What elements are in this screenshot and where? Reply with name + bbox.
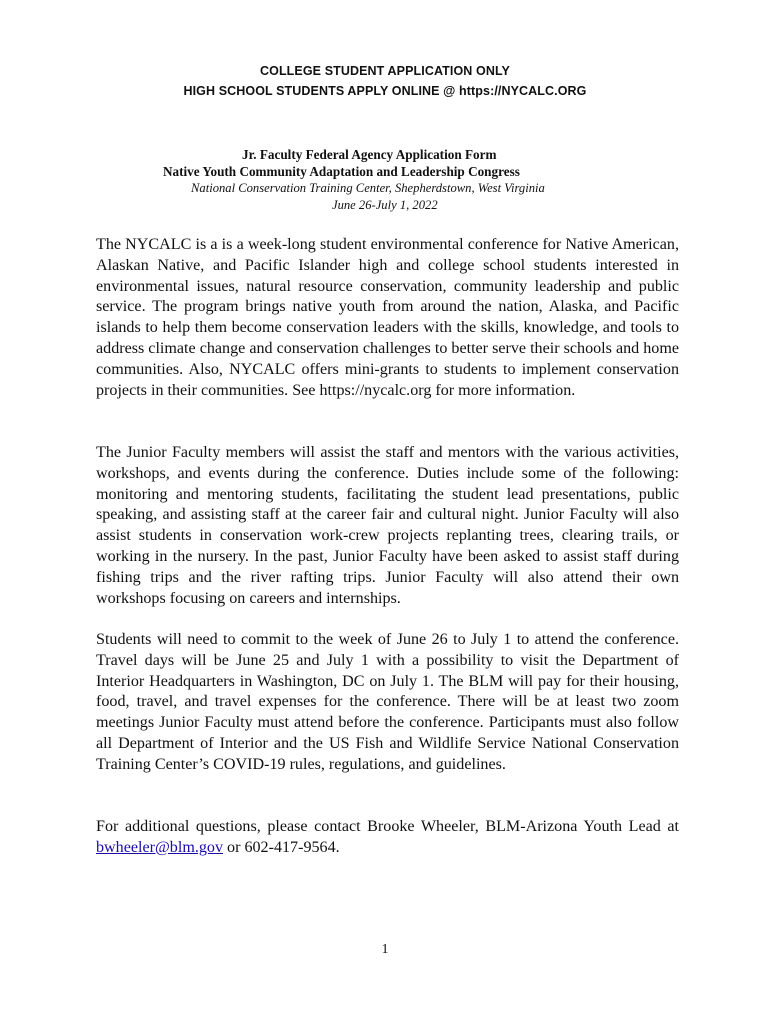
application-banner <box>0 61 770 101</box>
banner-high-school-apply-online: HIGH SCHOOL STUDENTS APPLY ONLINE @ https://NYCALC.ORG <box>183 84 587 98</box>
paragraph-junior-faculty-duties: The Junior Faculty members will assist the staff and mentors with the various activities, workshops, and events during the conference. Duties include some of the following: monitoring and mentoring students, facilitating the student lead presentations, public speaking, and assisting staff at the career fair and cultural night. Junior Faculty will also assist students in conservation work-crew projects replanting trees, clearing trails, or working in the nursery. In the past, Junior Faculty have been asked to assist staff during fishing trips and the river rafting trips. Junior Faculty will also attend their own workshops focusing on careers and internships. <box>96 444 679 607</box>
form-subtitle: Native Youth Community Adaptation and Leadership Congress <box>163 164 520 179</box>
form-title: Jr. Faculty Federal Agency Application Form <box>242 147 497 162</box>
contact-email-link[interactable]: bwheeler@blm.gov <box>96 838 223 856</box>
page-number: 1 <box>381 942 389 957</box>
paragraph-contact-info <box>96 817 679 859</box>
contact-phone-text: or 602-417-9564. <box>223 838 340 856</box>
conference-location: National Conservation Training Center, Shepherdstown, West Virginia <box>191 181 545 195</box>
contact-text: For additional questions, please contact Brooke Wheeler, BLM-Arizona Youth Lead at <box>96 818 679 835</box>
banner-college-only: COLLEGE STUDENT APPLICATION ONLY <box>260 64 510 78</box>
paragraph-commitment-travel: Students will need to commit to the week of June 26 to July 1 to attend the conference. Travel days will be June 25 and July 1 with a possibility to visit the Department of Interior Headquarters in Washington, DC on July 1. The BLM will pay for their housing, food, travel, and travel expenses for the conference. There will be at least two zoom meetings Junior Faculty must attend before the conference. Participants must also follow all Department of Interior and the US Fish and Wildlife Service National Conservation Training Center’s COVID-19 rules, regulations, and guidelines. <box>96 631 679 773</box>
form-header <box>0 146 770 214</box>
conference-dates: June 26-July 1, 2022 <box>332 198 438 212</box>
paragraph-program-overview: The NYCALC is a is a week-long student environmental conference for Native American, Alaskan Native, and Pacific Islander high and college school students interested in environmental issues, natural resource conservation, community leadership and public service. The program brings native youth from around the nation, Alaska, and Pacific islands to help them become conservation leaders with the skills, knowledge, and tools to address climate change and conservation challenges to better serve their schools and home communities. Also, NYCALC offers mini-grants to students to implement conservation projects in their communities. See https://nycalc.org for more information. <box>96 236 679 399</box>
